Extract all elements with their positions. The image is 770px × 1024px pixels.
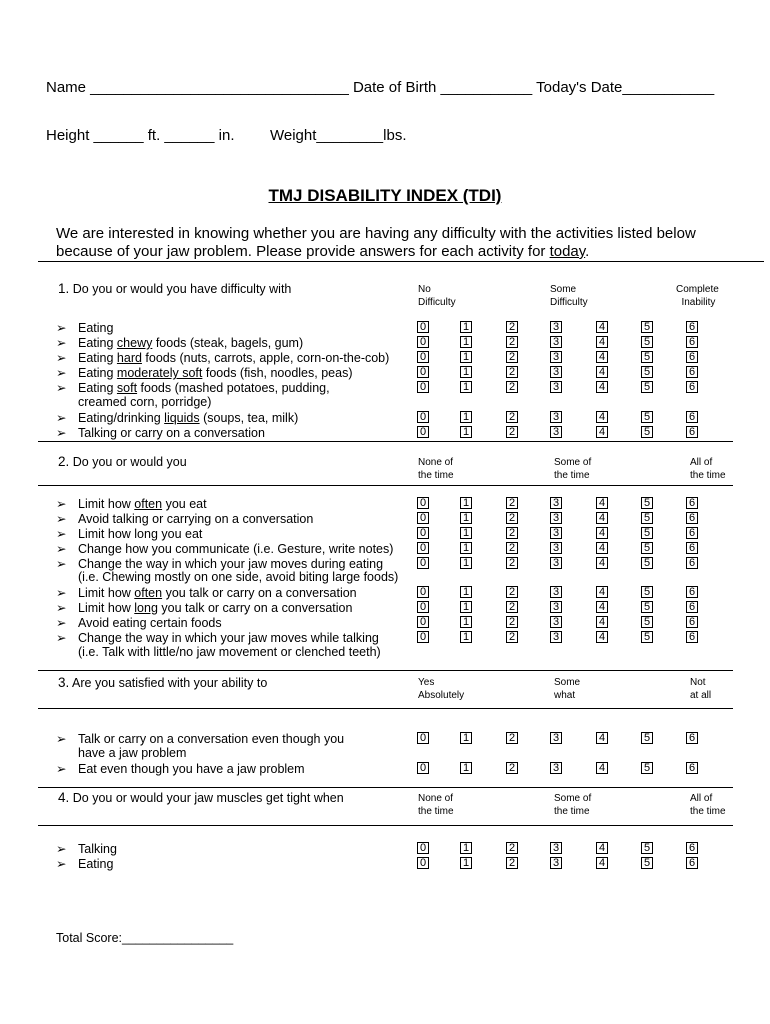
item-emphasis: liquids	[164, 411, 200, 425]
score-option-2[interactable]: 2	[506, 512, 518, 524]
score-option-4[interactable]: 4	[596, 426, 608, 438]
anchor-line-1: Some	[554, 677, 581, 688]
score-option-2[interactable]: 2	[506, 497, 518, 509]
score-option-2[interactable]: 2	[506, 381, 518, 393]
item-text-rest: you talk or carry on a conversation	[157, 601, 353, 615]
score-option-6[interactable]: 6	[686, 366, 698, 378]
score-option-1[interactable]: 1	[460, 857, 472, 869]
score-option-0[interactable]: 0	[417, 411, 429, 423]
score-option-0[interactable]: 0	[417, 842, 429, 854]
item-text-rest: you eat	[162, 497, 207, 511]
score-option-4[interactable]: 4	[596, 497, 608, 509]
item-text: Eat even though you have a jaw problem	[78, 762, 305, 776]
scale-anchor-high	[690, 676, 711, 702]
item-row	[56, 600, 352, 615]
item-text: Change how you communicate (i.e. Gesture, write notes)	[78, 542, 394, 556]
score-option-6[interactable]: 6	[686, 351, 698, 363]
section-2-heading	[58, 454, 187, 469]
score-option-2[interactable]: 2	[506, 762, 518, 774]
score-option-4[interactable]: 4	[596, 512, 608, 524]
section-number: 1.	[58, 281, 70, 296]
anchor-line-1: No	[418, 284, 431, 295]
item-text: Eating	[78, 336, 117, 350]
score-option-5[interactable]: 5	[641, 857, 653, 869]
bullet-arrow-icon: ➢	[56, 842, 67, 856]
score-option-2[interactable]: 2	[506, 631, 518, 643]
score-option-6[interactable]: 6	[686, 631, 698, 643]
item-row	[56, 365, 352, 380]
anchor-line-1: Some	[550, 284, 577, 295]
score-option-0[interactable]: 0	[417, 631, 429, 643]
score-option-1[interactable]: 1	[460, 631, 472, 643]
anchor-line-2: the time	[554, 806, 590, 817]
score-option-5[interactable]: 5	[641, 321, 653, 333]
item-row	[56, 425, 265, 440]
score-option-6[interactable]: 6	[686, 842, 698, 854]
bullet-arrow-icon: ➢	[56, 631, 67, 645]
score-option-0[interactable]: 0	[417, 527, 429, 539]
bullet-arrow-icon: ➢	[56, 542, 67, 556]
score-option-5[interactable]: 5	[641, 351, 653, 363]
score-option-1[interactable]: 1	[460, 411, 472, 423]
item-row	[56, 511, 313, 526]
item-text: Talking	[78, 842, 117, 856]
height-line[interactable]: Height ______ ft. ______ in.	[46, 127, 235, 144]
anchor-line-1: All of	[690, 457, 713, 468]
anchor-line-1: None of	[418, 793, 454, 804]
bullet-arrow-icon: ➢	[56, 366, 67, 380]
item-row	[56, 496, 207, 511]
score-option-4[interactable]: 4	[596, 601, 608, 613]
score-option-2[interactable]: 2	[506, 586, 518, 598]
item-text: Change the way in which your jaw moves during eating	[78, 557, 384, 571]
item-emphasis: hard	[116, 351, 142, 365]
section-1-divider	[38, 261, 764, 262]
item-continuation: have a jaw problem	[78, 746, 187, 760]
score-option-3[interactable]: 3	[550, 512, 562, 524]
item-emphasis: soft	[116, 381, 138, 395]
score-option-1[interactable]: 1	[460, 616, 472, 628]
score-option-2[interactable]: 2	[506, 557, 518, 569]
score-option-5[interactable]: 5	[641, 336, 653, 348]
bullet-arrow-icon: ➢	[56, 857, 67, 871]
item-text: Limit how	[78, 497, 135, 511]
score-option-2[interactable]: 2	[506, 857, 518, 869]
anchor-line-2: Inability	[681, 297, 716, 308]
section-2-divider	[38, 441, 733, 442]
score-option-2[interactable]: 2	[506, 842, 518, 854]
total-score-field[interactable]: Total Score:________________	[56, 931, 234, 945]
score-option-4[interactable]: 4	[596, 542, 608, 554]
item-text: Eating	[78, 321, 114, 335]
item-text-rest: (soups, tea, milk)	[199, 411, 299, 425]
score-option-3[interactable]: 3	[550, 527, 562, 539]
score-option-4[interactable]: 4	[596, 631, 608, 643]
anchor-line-1: Yes	[418, 677, 435, 688]
score-option-0[interactable]: 0	[417, 542, 429, 554]
item-row	[56, 841, 117, 856]
anchor-line-2: the time	[690, 806, 726, 817]
item-row	[56, 526, 202, 541]
score-option-4[interactable]: 4	[596, 381, 608, 393]
bullet-arrow-icon: ➢	[56, 586, 67, 600]
score-option-0[interactable]: 0	[417, 497, 429, 509]
intro-line-2-text: because of your jaw problem. Please provide answers for each activity for	[56, 243, 550, 260]
item-text: Limit how	[78, 601, 135, 615]
score-option-6[interactable]: 6	[686, 557, 698, 569]
score-option-3[interactable]: 3	[550, 586, 562, 598]
score-option-4[interactable]: 4	[596, 527, 608, 539]
anchor-line-2: Difficulty	[418, 297, 456, 308]
form-title: TMJ DISABILITY INDEX (TDI)	[268, 186, 502, 205]
score-option-1[interactable]: 1	[460, 381, 472, 393]
score-option-2[interactable]: 2	[506, 542, 518, 554]
item-text: Limit how	[78, 586, 135, 600]
section-3-divider	[38, 708, 733, 709]
score-option-6[interactable]: 6	[686, 616, 698, 628]
score-option-5[interactable]: 5	[641, 586, 653, 598]
score-option-6[interactable]: 6	[686, 732, 698, 744]
section-number: 4.	[58, 790, 70, 805]
score-option-1[interactable]: 1	[460, 542, 472, 554]
item-text: Avoid eating certain foods	[78, 616, 222, 630]
bullet-arrow-icon: ➢	[56, 616, 67, 630]
score-option-0[interactable]: 0	[417, 512, 429, 524]
section-3-heading	[58, 675, 267, 690]
score-option-2[interactable]: 2	[506, 601, 518, 613]
score-option-6[interactable]: 6	[686, 381, 698, 393]
score-option-2[interactable]: 2	[506, 527, 518, 539]
score-option-1[interactable]: 1	[460, 321, 472, 333]
score-option-1[interactable]: 1	[460, 527, 472, 539]
score-option-2[interactable]: 2	[506, 732, 518, 744]
section-prompt: Do you or would you	[69, 455, 187, 469]
score-option-2[interactable]: 2	[506, 411, 518, 423]
item-row	[56, 380, 330, 395]
scale-anchor-mid	[554, 676, 580, 702]
score-option-5[interactable]: 5	[641, 527, 653, 539]
anchor-line-2: Absolutely	[418, 690, 465, 701]
bullet-arrow-icon: ➢	[56, 321, 67, 335]
item-row	[56, 350, 389, 365]
score-option-1[interactable]: 1	[460, 601, 472, 613]
score-option-4[interactable]: 4	[596, 857, 608, 869]
section-4-divider	[38, 825, 733, 826]
score-option-6[interactable]: 6	[686, 857, 698, 869]
score-option-2[interactable]: 2	[506, 336, 518, 348]
item-text: Eating	[78, 381, 117, 395]
item-emphasis: often	[134, 586, 163, 600]
score-option-4[interactable]: 4	[596, 586, 608, 598]
weight-line[interactable]: Weight________lbs.	[270, 127, 407, 144]
section-4-heading	[58, 790, 344, 805]
section-3-divider	[38, 670, 733, 671]
score-option-5[interactable]: 5	[641, 557, 653, 569]
item-continuation: (i.e. Talk with little/no jaw movement or clenched teeth)	[78, 645, 381, 659]
score-option-5[interactable]: 5	[641, 426, 653, 438]
score-option-3[interactable]: 3	[550, 601, 562, 613]
score-option-6[interactable]: 6	[686, 512, 698, 524]
item-text: Eating/drinking	[78, 411, 165, 425]
score-option-4[interactable]: 4	[596, 616, 608, 628]
item-continuation: creamed corn, porridge)	[78, 395, 212, 409]
score-option-0[interactable]: 0	[417, 426, 429, 438]
scale-anchor-high	[676, 283, 719, 309]
item-text-rest: you talk or carry on a conversation	[162, 586, 357, 600]
item-text: Eating	[78, 857, 114, 871]
score-option-6[interactable]: 6	[686, 542, 698, 554]
bullet-arrow-icon: ➢	[56, 426, 67, 440]
scale-anchor-high	[690, 792, 726, 818]
score-option-5[interactable]: 5	[641, 542, 653, 554]
score-option-3[interactable]: 3	[550, 366, 562, 378]
score-option-2[interactable]: 2	[506, 351, 518, 363]
bullet-arrow-icon: ➢	[56, 762, 67, 776]
score-option-5[interactable]: 5	[641, 366, 653, 378]
score-option-4[interactable]: 4	[596, 762, 608, 774]
item-row	[56, 556, 383, 571]
score-option-0[interactable]: 0	[417, 762, 429, 774]
score-option-3[interactable]: 3	[550, 842, 562, 854]
item-row	[56, 731, 344, 746]
score-option-3[interactable]: 3	[550, 631, 562, 643]
anchor-line-2: the time	[418, 470, 454, 481]
score-option-4[interactable]: 4	[596, 351, 608, 363]
score-option-1[interactable]: 1	[460, 351, 472, 363]
score-option-3[interactable]: 3	[550, 616, 562, 628]
name-dob-date-line[interactable]: Name _______________________________ Date of Birth ___________ Today's Date___________	[46, 79, 715, 96]
score-option-4[interactable]: 4	[596, 732, 608, 744]
score-option-4[interactable]: 4	[596, 557, 608, 569]
score-option-3[interactable]: 3	[550, 762, 562, 774]
score-option-6[interactable]: 6	[686, 426, 698, 438]
bullet-arrow-icon: ➢	[56, 351, 67, 365]
score-option-0[interactable]: 0	[417, 557, 429, 569]
score-option-5[interactable]: 5	[641, 616, 653, 628]
item-emphasis: moderately soft	[116, 366, 203, 380]
item-emphasis: chewy	[116, 336, 153, 350]
intro-today: today	[549, 243, 586, 260]
item-text: Avoid talking or carrying on a conversation	[78, 512, 314, 526]
bullet-arrow-icon: ➢	[56, 512, 67, 526]
score-option-5[interactable]: 5	[641, 762, 653, 774]
item-row	[56, 761, 305, 776]
anchor-line-1: Not	[690, 677, 706, 688]
score-option-3[interactable]: 3	[550, 336, 562, 348]
scale-anchor-mid	[554, 792, 591, 818]
score-option-1[interactable]: 1	[460, 586, 472, 598]
bullet-arrow-icon: ➢	[56, 601, 67, 615]
score-option-5[interactable]: 5	[641, 601, 653, 613]
anchor-line-1: Some of	[554, 793, 592, 804]
score-option-1[interactable]: 1	[460, 762, 472, 774]
score-option-0[interactable]: 0	[417, 351, 429, 363]
item-row	[56, 856, 113, 871]
item-text: Eating	[78, 351, 117, 365]
item-text: Change the way in which your jaw moves while talking	[78, 631, 379, 645]
scale-anchor-low	[418, 283, 456, 309]
anchor-line-1: All of	[690, 793, 713, 804]
score-option-6[interactable]: 6	[686, 762, 698, 774]
score-option-3[interactable]: 3	[550, 351, 562, 363]
anchor-line-2: the time	[554, 470, 590, 481]
scale-anchor-low	[418, 456, 454, 482]
section-prompt: Are you satisfied with your ability to	[69, 676, 268, 690]
item-text: Talk or carry on a conversation even though you	[78, 732, 345, 746]
item-row	[56, 630, 379, 645]
item-row	[56, 585, 357, 600]
score-option-1[interactable]: 1	[460, 557, 472, 569]
scale-anchor-low	[418, 676, 464, 702]
score-option-3[interactable]: 3	[550, 542, 562, 554]
score-option-4[interactable]: 4	[596, 336, 608, 348]
score-option-2[interactable]: 2	[506, 616, 518, 628]
scale-anchor-high	[690, 456, 726, 482]
item-text-rest: foods (mashed potatoes, pudding,	[137, 381, 330, 395]
anchor-line-2: what	[554, 690, 576, 701]
score-option-0[interactable]: 0	[417, 732, 429, 744]
score-option-5[interactable]: 5	[641, 497, 653, 509]
score-option-1[interactable]: 1	[460, 512, 472, 524]
score-option-6[interactable]: 6	[686, 586, 698, 598]
intro-line-2	[56, 243, 589, 260]
scale-anchor-low	[418, 792, 454, 818]
item-text: Limit how long you eat	[78, 527, 203, 541]
score-option-6[interactable]: 6	[686, 527, 698, 539]
anchor-line-1: Complete	[676, 284, 719, 295]
item-row	[56, 320, 113, 335]
item-continuation: (i.e. Chewing mostly on one side, avoid biting large foods)	[78, 570, 399, 584]
score-option-4[interactable]: 4	[596, 366, 608, 378]
score-option-0[interactable]: 0	[417, 601, 429, 613]
anchor-line-2: the time	[690, 470, 726, 481]
bullet-arrow-icon: ➢	[56, 411, 67, 425]
score-option-6[interactable]: 6	[686, 411, 698, 423]
score-option-1[interactable]: 1	[460, 366, 472, 378]
item-text-rest: foods (fish, noodles, peas)	[202, 366, 353, 380]
item-text: Eating	[78, 366, 117, 380]
score-option-3[interactable]: 3	[550, 321, 562, 333]
score-option-3[interactable]: 3	[550, 411, 562, 423]
score-option-1[interactable]: 1	[460, 426, 472, 438]
item-text-rest: foods (steak, bagels, gum)	[152, 336, 304, 350]
bullet-arrow-icon: ➢	[56, 527, 67, 541]
score-option-3[interactable]: 3	[550, 381, 562, 393]
score-option-1[interactable]: 1	[460, 732, 472, 744]
score-option-6[interactable]: 6	[686, 601, 698, 613]
score-option-1[interactable]: 1	[460, 842, 472, 854]
score-option-0[interactable]: 0	[417, 857, 429, 869]
score-option-0[interactable]: 0	[417, 381, 429, 393]
score-option-2[interactable]: 2	[506, 321, 518, 333]
score-option-0[interactable]: 0	[417, 366, 429, 378]
score-option-1[interactable]: 1	[460, 336, 472, 348]
score-option-2[interactable]: 2	[506, 366, 518, 378]
bullet-arrow-icon: ➢	[56, 497, 67, 511]
section-prompt: Do you or would you have difficulty with	[69, 282, 292, 296]
score-option-0[interactable]: 0	[417, 336, 429, 348]
item-text: Talking or carry on a conversation	[78, 426, 265, 440]
scale-anchor-mid	[554, 456, 591, 482]
score-option-3[interactable]: 3	[550, 732, 562, 744]
section-4-divider	[38, 787, 733, 788]
score-option-0[interactable]: 0	[417, 586, 429, 598]
score-option-0[interactable]: 0	[417, 616, 429, 628]
score-option-3[interactable]: 3	[550, 426, 562, 438]
bullet-arrow-icon: ➢	[56, 336, 67, 350]
score-option-6[interactable]: 6	[686, 497, 698, 509]
item-emphasis: often	[134, 497, 163, 511]
score-option-5[interactable]: 5	[641, 512, 653, 524]
score-option-3[interactable]: 3	[550, 857, 562, 869]
section-2-divider	[38, 485, 733, 486]
anchor-line-2: Difficulty	[550, 297, 588, 308]
item-row	[56, 615, 222, 630]
score-option-3[interactable]: 3	[550, 557, 562, 569]
item-row	[56, 410, 298, 425]
bullet-arrow-icon: ➢	[56, 381, 67, 395]
score-option-4[interactable]: 4	[596, 321, 608, 333]
item-row	[56, 541, 393, 556]
score-option-4[interactable]: 4	[596, 842, 608, 854]
score-option-6[interactable]: 6	[686, 336, 698, 348]
item-text-rest: foods (nuts, carrots, apple, corn-on-the-cob)	[141, 351, 390, 365]
bullet-arrow-icon: ➢	[56, 557, 67, 571]
section-prompt: Do you or would your jaw muscles get tight when	[69, 791, 344, 805]
intro-period: .	[585, 243, 590, 260]
intro-line-1: We are interested in knowing whether you are having any difficulty with the activities listed below	[56, 225, 696, 242]
score-option-5[interactable]: 5	[641, 411, 653, 423]
score-option-4[interactable]: 4	[596, 411, 608, 423]
section-number: 2.	[58, 454, 70, 469]
score-option-2[interactable]: 2	[506, 426, 518, 438]
bullet-arrow-icon: ➢	[56, 732, 67, 746]
score-option-3[interactable]: 3	[550, 497, 562, 509]
score-option-6[interactable]: 6	[686, 321, 698, 333]
scale-anchor-mid	[550, 283, 588, 309]
anchor-line-1: Some of	[554, 457, 592, 468]
item-row	[56, 335, 303, 350]
score-option-5[interactable]: 5	[641, 631, 653, 643]
section-number: 3.	[58, 675, 70, 690]
anchor-line-2: at all	[690, 690, 712, 701]
section-1-heading	[58, 281, 291, 296]
score-option-5[interactable]: 5	[641, 732, 653, 744]
score-option-5[interactable]: 5	[641, 381, 653, 393]
score-option-1[interactable]: 1	[460, 497, 472, 509]
item-emphasis: long	[134, 601, 158, 615]
anchor-line-2: the time	[418, 806, 454, 817]
score-option-0[interactable]: 0	[417, 321, 429, 333]
anchor-line-1: None of	[418, 457, 454, 468]
score-option-5[interactable]: 5	[641, 842, 653, 854]
